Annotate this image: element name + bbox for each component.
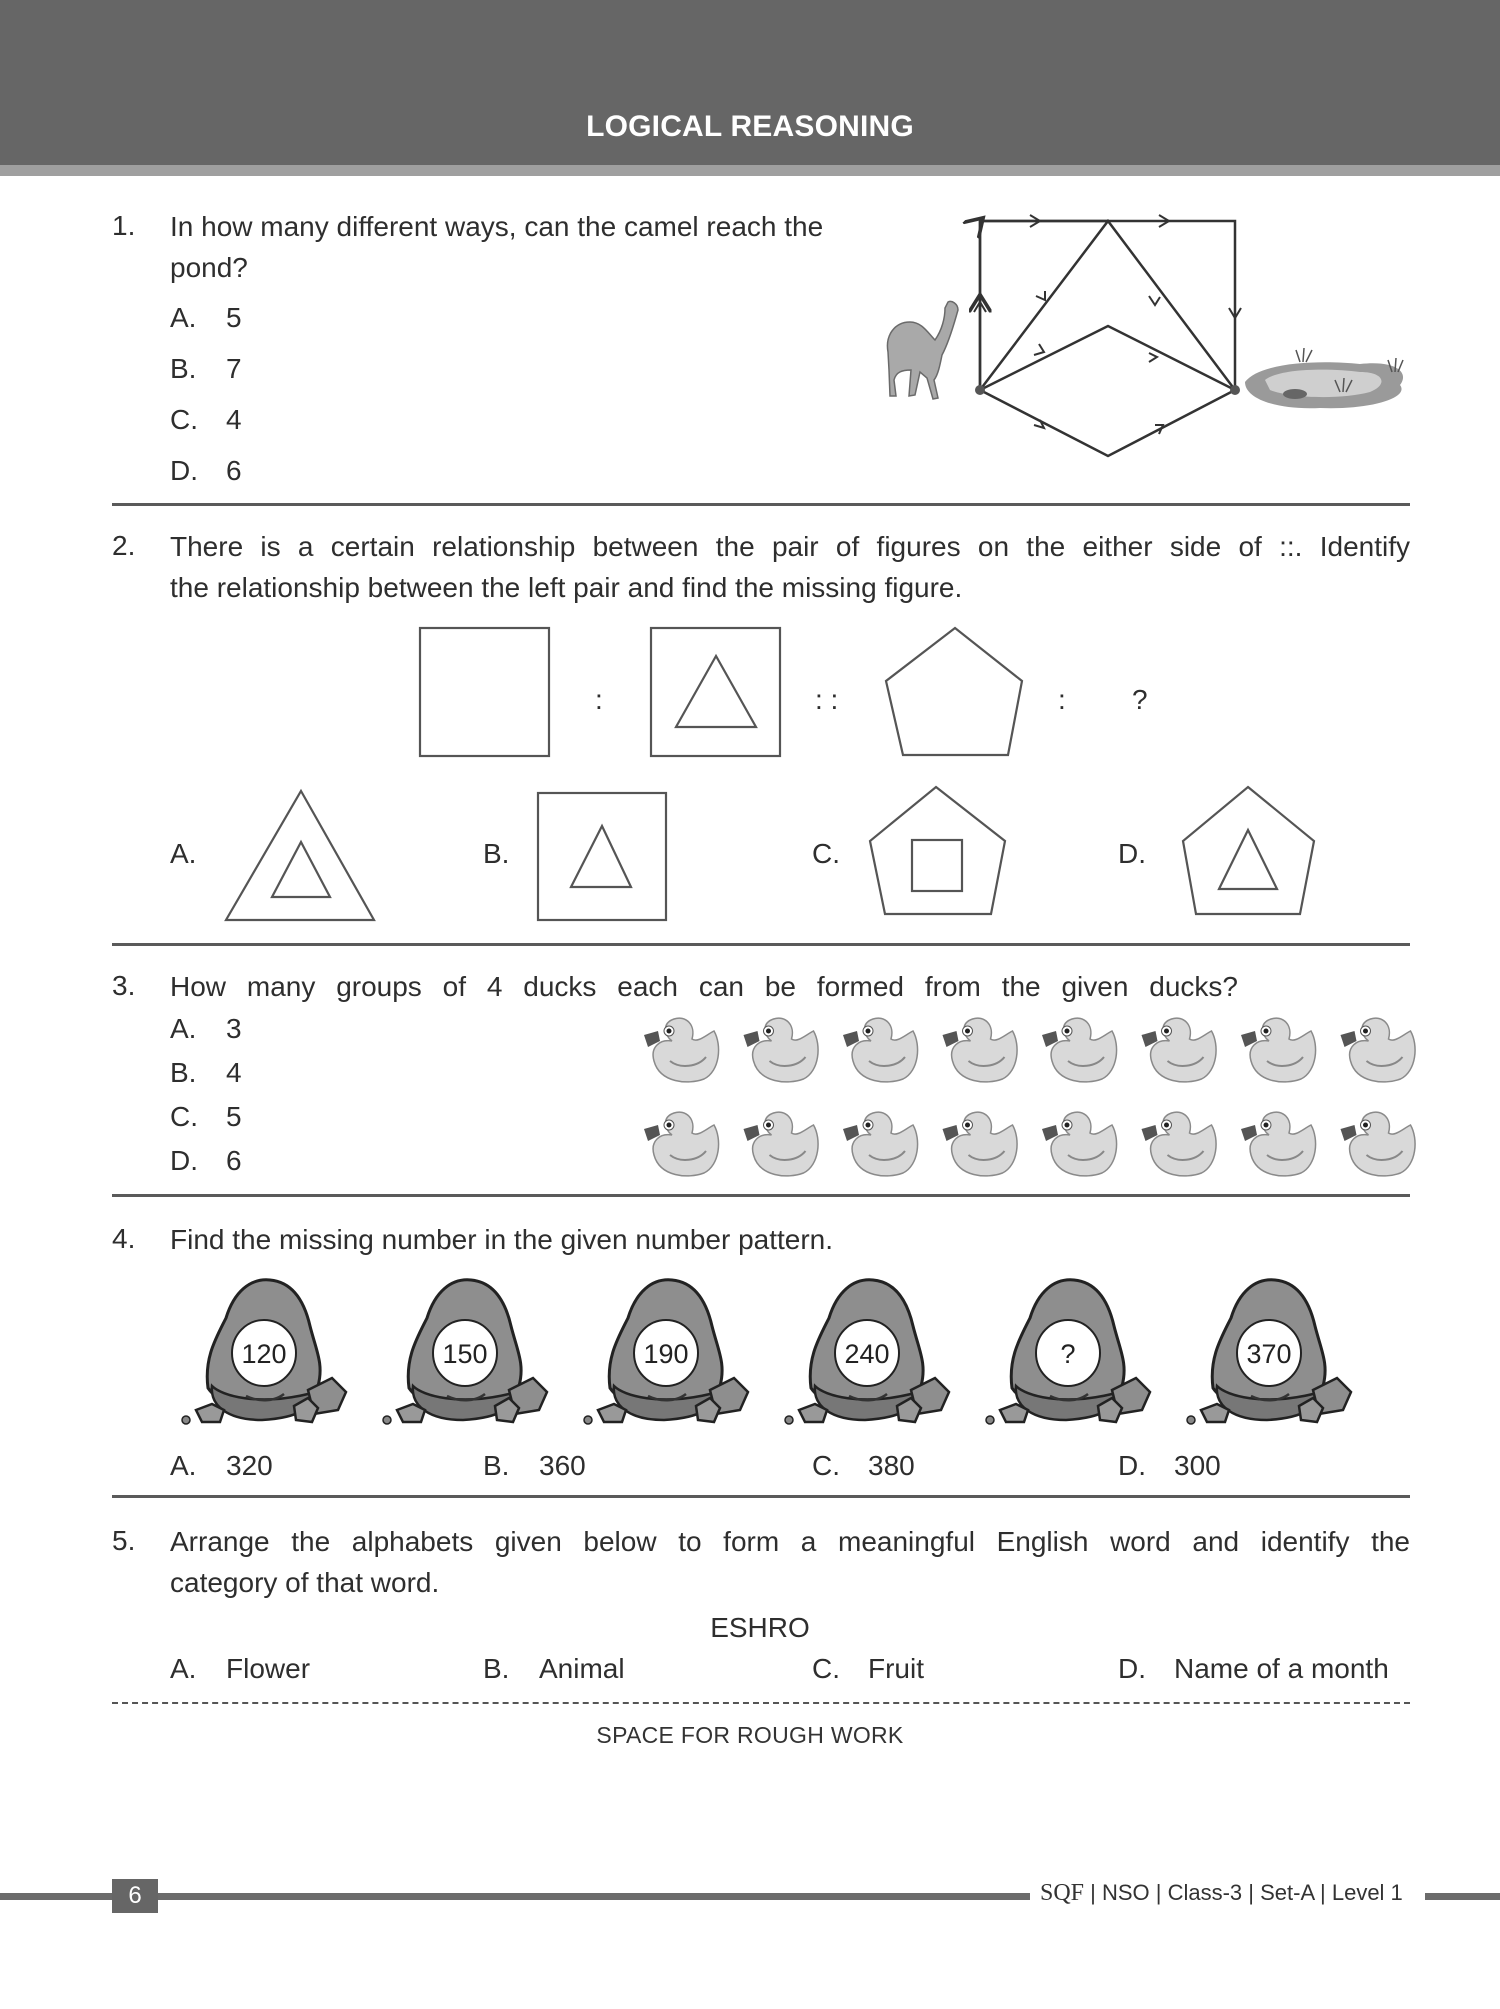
rock-number <box>986 1280 1150 1424</box>
question-number: 4. <box>112 1223 136 1254</box>
option-label: C. <box>812 1653 840 1684</box>
proportion-separator: : : <box>815 684 839 715</box>
option-value: Name of a month <box>1174 1653 1389 1684</box>
ratio-separator-2: : <box>1058 684 1066 715</box>
page-number: 6 <box>112 1879 158 1913</box>
option-label: A. <box>170 1013 197 1044</box>
option-label: C. <box>812 1450 840 1481</box>
option-a[interactable] <box>170 1653 310 1685</box>
option-value: 6 <box>226 455 242 486</box>
option-a[interactable] <box>170 1450 273 1482</box>
option-b-label[interactable]: B. <box>483 838 510 869</box>
rock-number <box>383 1280 547 1424</box>
question-text-line1: Arrange the alphabets given below to form a meaningful English word and identify the <box>170 1526 1410 1557</box>
question-number: 1. <box>112 210 136 241</box>
option-value: 320 <box>226 1450 273 1481</box>
option-label: A. <box>170 302 197 333</box>
footer-details: | NSO | Class-3 | Set-A | Level 1 <box>1090 1880 1403 1905</box>
question-text-line2: pond? <box>170 252 248 283</box>
rock-value: ? <box>1060 1339 1076 1369</box>
option-d-label[interactable]: D. <box>1118 838 1146 869</box>
option-label: D. <box>170 455 198 486</box>
rock-number <box>1187 1280 1351 1424</box>
option-value: 3 <box>226 1013 242 1044</box>
option-d[interactable] <box>1118 1653 1389 1685</box>
option-label: A. <box>170 1653 197 1684</box>
separator <box>112 1495 1410 1498</box>
ratio-separator: : <box>595 684 603 715</box>
option-label: B. <box>170 1057 197 1088</box>
question-text-line2: the relationship between the left pair and find the missing figure. <box>170 572 963 603</box>
option-value: 4 <box>226 1057 242 1088</box>
option-value: 5 <box>226 1101 242 1132</box>
rock-number <box>785 1280 949 1424</box>
option-value: 5 <box>226 302 242 333</box>
option-b[interactable] <box>483 1653 625 1685</box>
rock-value: 240 <box>844 1339 890 1369</box>
option-value: 7 <box>226 353 242 384</box>
option-label: B. <box>483 1450 510 1481</box>
option-label: B. <box>170 353 197 384</box>
section-title: LOGICAL REASONING <box>586 110 914 143</box>
question-text: How many groups of 4 ducks each can be formed from the given ducks? <box>170 971 1238 1002</box>
jumbled-word: ESHRO <box>710 1612 810 1643</box>
option-label: D. <box>1118 1653 1146 1684</box>
option-c[interactable] <box>812 1450 915 1482</box>
rock-number <box>584 1280 748 1424</box>
option-value: 300 <box>1174 1450 1221 1481</box>
rock-value: 370 <box>1246 1339 1292 1369</box>
option-label: C. <box>170 1101 198 1132</box>
option-c-label[interactable]: C. <box>812 838 840 869</box>
option-c[interactable] <box>812 1653 924 1685</box>
question-number: 2. <box>112 530 136 561</box>
option-value: 4 <box>226 404 242 435</box>
question-text-line1: In how many different ways, can the camel reach the <box>170 211 824 242</box>
rock-number <box>182 1280 346 1424</box>
question-number: 5. <box>112 1525 136 1556</box>
option-value: Flower <box>226 1653 311 1684</box>
rough-work-label: SPACE FOR ROUGH WORK <box>596 1722 904 1748</box>
question-text-line1: There is a certain relationship between the pair of figures on the either side of ::. Identify <box>170 531 1410 562</box>
option-value: 6 <box>226 1145 242 1176</box>
option-label: D. <box>1118 1450 1146 1481</box>
option-value: 380 <box>868 1450 915 1481</box>
question-text: Find the missing number in the given number pattern. <box>170 1224 834 1255</box>
rough-work-divider <box>112 1702 1410 1704</box>
question-text-line2: category of that word. <box>170 1567 440 1598</box>
sof-logo: SQF <box>1040 1880 1085 1906</box>
rock-value: 190 <box>643 1339 689 1369</box>
option-value: Animal <box>539 1653 625 1684</box>
missing-figure-mark: ? <box>1132 684 1148 715</box>
question-number: 3. <box>112 970 136 1001</box>
footer-rule-right <box>1425 1893 1500 1900</box>
option-label: C. <box>170 404 198 435</box>
option-d[interactable] <box>1118 1450 1221 1482</box>
option-value: 360 <box>539 1450 586 1481</box>
option-b[interactable] <box>483 1450 586 1482</box>
option-a-label[interactable]: A. <box>170 838 197 869</box>
footer-info <box>1040 1880 1403 1907</box>
option-label: B. <box>483 1653 510 1684</box>
option-label: A. <box>170 1450 197 1481</box>
rock-value: 150 <box>442 1339 488 1369</box>
option-value: Fruit <box>868 1653 924 1684</box>
option-label: D. <box>170 1145 198 1176</box>
rock-value: 120 <box>241 1339 287 1369</box>
